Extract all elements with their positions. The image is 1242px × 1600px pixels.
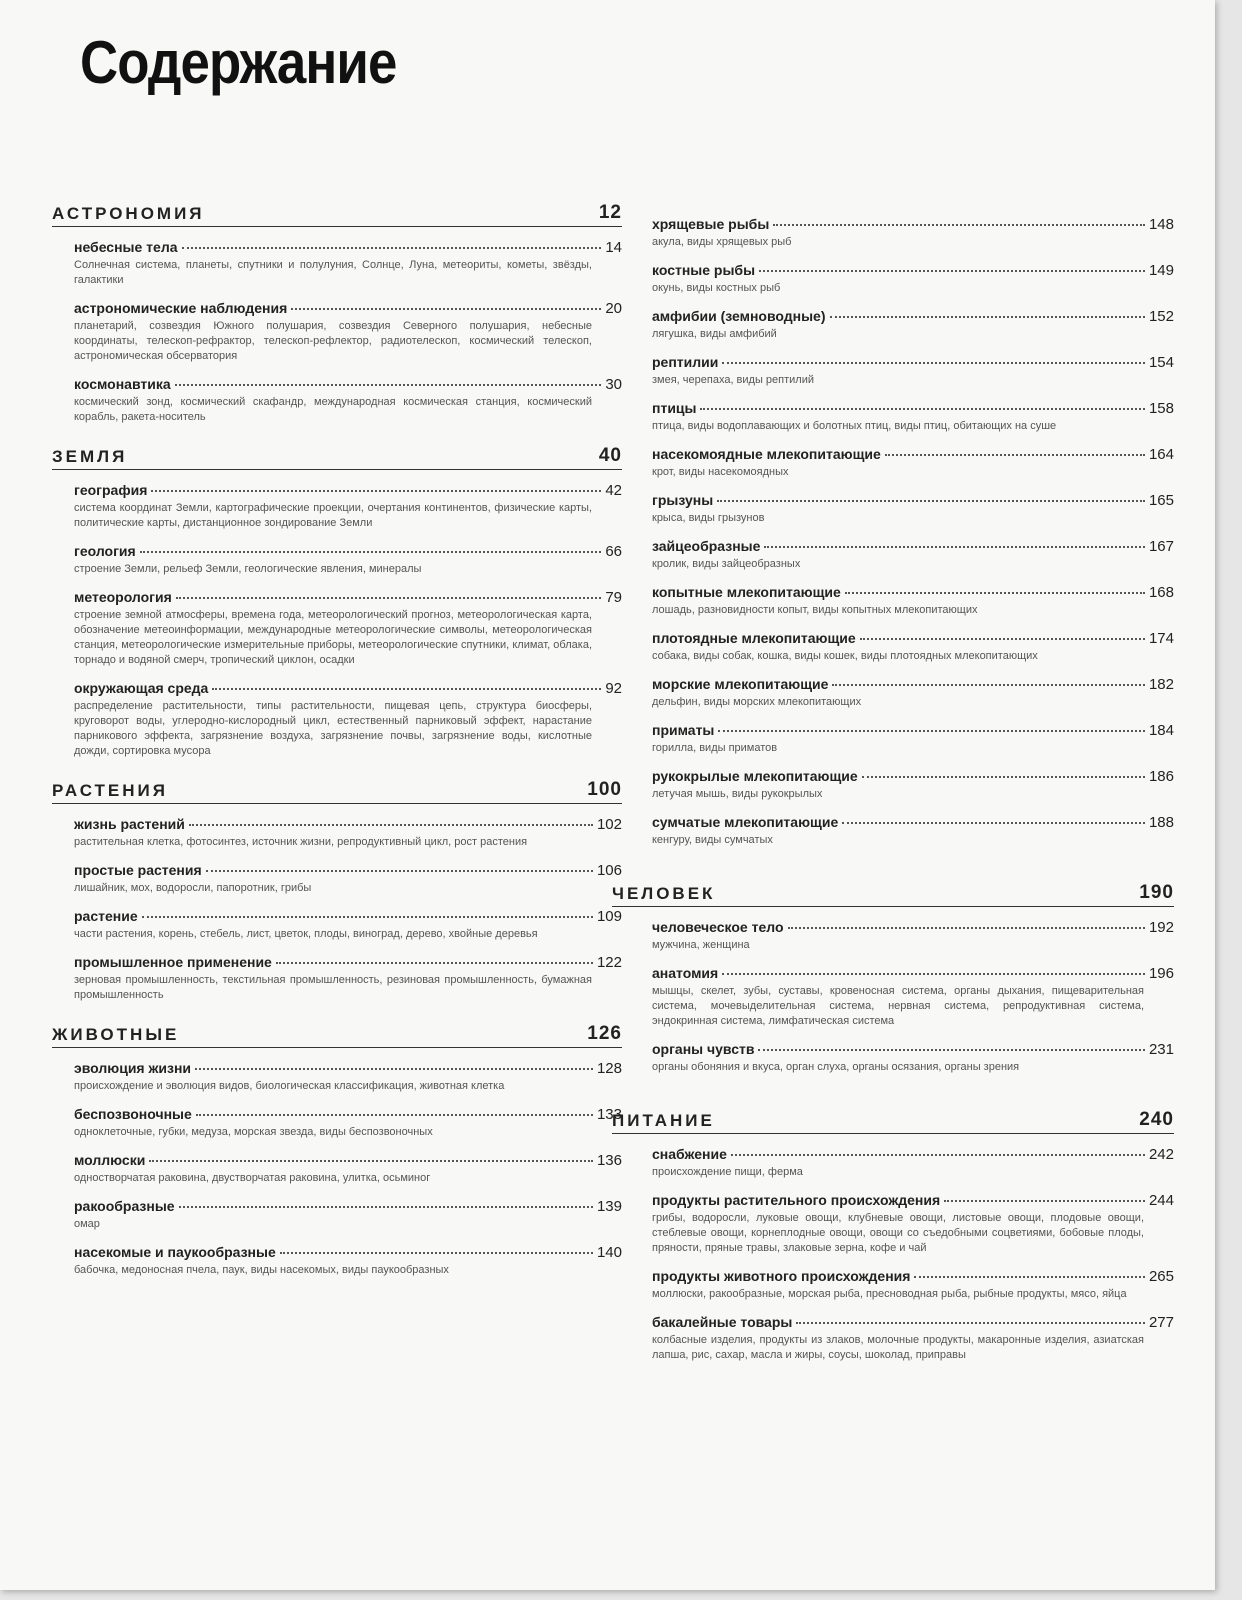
entry-description: одностворчатая раковина, двустворчатая раковина, улитка, осьминог [74,1172,431,1184]
entry-line [74,1152,622,1169]
entry-page-number: 186 [1148,768,1174,785]
dot-leader [845,592,1145,594]
toc-entry [74,1152,622,1186]
toc-right-column [612,216,1174,1383]
entry-page-number: 102 [596,816,622,833]
toc-entry [652,919,1174,953]
toc-entry [74,1198,622,1232]
entry-description: мужчина, женщина [652,939,750,951]
section-page-number: 240 [1139,1109,1174,1130]
entry-line [74,589,622,606]
dot-leader [758,1049,1145,1051]
section-header [612,882,1174,907]
section-header [52,1023,622,1048]
entry-title: зайцеобразные [652,538,761,554]
entry-title: амфибии (земноводные) [652,308,826,324]
dot-leader [176,597,602,599]
entry-page-number: 174 [1148,630,1174,647]
dot-leader [182,247,602,249]
entry-title: беспозвоночные [74,1106,192,1122]
entry-title: окружающая среда [74,680,209,696]
entry-description: происхождение пищи, ферма [652,1166,803,1178]
entry-line [74,1060,622,1077]
toc-entry [652,584,1174,618]
toc-entry [652,446,1174,480]
dot-leader [212,688,601,690]
entry-line [74,908,622,925]
entry-line [652,630,1174,647]
entry-page-number: 30 [605,376,622,393]
entry-page-number: 164 [1148,446,1174,463]
entry-page-number: 182 [1148,676,1174,693]
toc-section [612,1109,1174,1363]
toc-section [52,1023,622,1278]
entry-page-number: 66 [605,543,622,560]
toc-entry [74,954,622,1003]
toc-entry [652,965,1174,1029]
entry-line [652,1268,1174,1285]
entry-title: моллюски [74,1152,146,1168]
entry-description: Солнечная система, планеты, спутники и полулуния, Солнце, Луна, метеориты, кометы, звёзды, галактики [74,259,592,286]
entry-line [652,676,1174,693]
entry-page-number: 152 [1148,308,1174,325]
section-page-number: 100 [587,779,622,800]
entry-title: метеорология [74,589,172,605]
toc-entry [652,400,1174,434]
entry-description: окунь, виды костных рыб [652,282,781,294]
dot-leader [944,1200,1145,1202]
dot-leader [860,638,1145,640]
entry-page-number: 109 [596,908,622,925]
dot-leader [718,730,1145,732]
entry-description: омар [74,1218,100,1230]
entry-title: растение [74,908,138,924]
dot-leader [722,973,1145,975]
entry-line [652,400,1174,417]
entry-line [652,814,1174,831]
entry-page-number: 184 [1148,722,1174,739]
entry-description: строение Земли, рельеф Земли, геологические явления, минералы [74,563,422,575]
entry-line [74,376,622,393]
dot-leader [842,822,1145,824]
entry-line [74,862,622,879]
toc-entry [74,1244,622,1278]
entry-title: продукты растительного происхождения [652,1192,941,1208]
page-title: Содержание [80,29,397,96]
toc-entry [74,589,622,668]
entry-page-number: 165 [1148,492,1174,509]
entry-line [74,680,622,697]
entry-description: акула, виды хрящевых рыб [652,236,792,248]
entry-description: кенгуру, виды сумчатых [652,834,773,846]
toc-entry [652,354,1174,388]
entry-title: небесные тела [74,239,178,255]
entry-title: копытные млекопитающие [652,584,841,600]
dot-leader [759,270,1145,272]
toc-entry [74,1060,622,1094]
dot-leader [832,684,1145,686]
entry-title: анатомия [652,965,719,981]
dot-leader [731,1154,1145,1156]
entry-page-number: 192 [1148,919,1174,936]
entry-title: продукты животного происхождения [652,1268,911,1284]
section-title: ПИТАНИЕ [612,1111,715,1130]
entry-line [74,239,622,256]
entry-page-number: 42 [605,482,622,499]
section-header [52,445,622,470]
entry-page-number: 244 [1148,1192,1174,1209]
dot-leader [195,1068,593,1070]
toc-entry [74,482,622,531]
toc-entry [652,492,1174,526]
entry-description: система координат Земли, картографические проекции, очертания континентов, физические карты, политические карты, дистанционное зондирование Земли [74,502,592,529]
section-title: ЧЕЛОВЕК [612,884,716,903]
entry-line [652,1192,1174,1209]
entry-title: грызуны [652,492,714,508]
dot-leader [830,316,1145,318]
entry-page-number: 188 [1148,814,1174,831]
toc-section [52,202,622,425]
entry-title: космонавтика [74,376,171,392]
toc-entry [652,1192,1174,1256]
entry-line [652,308,1174,325]
entry-description: происхождение и эволюция видов, биологическая классификация, животная клетка [74,1080,505,1092]
dot-leader [206,870,593,872]
toc-entry [652,1314,1174,1363]
entry-page-number: 140 [596,1244,622,1261]
toc-entry [652,630,1174,664]
dot-leader [179,1206,593,1208]
toc-entry [652,768,1174,802]
entry-description: одноклеточные, губки, медуза, морская звезда, виды беспозвоночных [74,1126,433,1138]
dot-leader [722,362,1145,364]
entry-title: костные рыбы [652,262,756,278]
toc-section [52,779,622,1003]
toc-entry [74,816,622,850]
entry-title: хрящевые рыбы [652,216,770,232]
entry-title: ракообразные [74,1198,175,1214]
toc-entry [652,814,1174,848]
dot-leader [291,308,601,310]
entry-title: рептилии [652,354,719,370]
toc-entry [652,722,1174,756]
entry-title: эволюция жизни [74,1060,192,1076]
entry-line [652,354,1174,371]
entry-title: астрономические наблюдения [74,300,288,316]
entry-description: космический зонд, космический скафандр, международная космическая станция, космический корабль, ракета-носитель [74,396,592,423]
entry-title: снабжение [652,1146,727,1162]
entry-description: планетарий, созвездия Южного полушария, созвездия Северного полушария, небесные координаты, телескоп-рефрактор, телескоп-рефлектор, радиотелескоп, космический телескоп, астрономическая обсерватория [74,320,592,362]
entry-title: сумчатые млекопитающие [652,814,839,830]
toc-section [52,445,622,759]
dot-leader [149,1160,593,1162]
dot-leader [862,776,1145,778]
entry-line [652,1041,1174,1058]
toc-left-column [52,202,622,1298]
entry-page-number: 148 [1148,216,1174,233]
section-header [612,1109,1174,1134]
toc-section [612,882,1174,1075]
entry-description: дельфин, виды морских млекопитающих [652,696,862,708]
entry-page-number: 139 [596,1198,622,1215]
entry-description: кролик, виды зайцеобразных [652,558,801,570]
entry-title: птицы [652,400,697,416]
entry-description: лягушка, виды амфибий [652,328,777,340]
entry-title: человеческое тело [652,919,784,935]
entry-line [74,1198,622,1215]
entry-title: насекомоядные млекопитающие [652,446,881,462]
entry-line [74,482,622,499]
entry-title: промышленное применение [74,954,272,970]
entry-line [74,816,622,833]
dot-leader [885,454,1145,456]
entry-line [652,538,1174,555]
entry-page-number: 149 [1148,262,1174,279]
entry-line [652,584,1174,601]
dot-leader [175,384,602,386]
dot-leader [914,1276,1145,1278]
section-page-number: 190 [1139,882,1174,903]
entry-title: органы чувств [652,1041,755,1057]
entry-title: геология [74,543,136,559]
entry-title: морские млекопитающие [652,676,829,692]
toc-entry [652,216,1174,250]
entry-page-number: 14 [605,239,622,256]
entry-description: растительная клетка, фотосинтез, источник жизни, репродуктивный цикл, рост растения [74,836,528,848]
entry-title: плотоядные млекопитающие [652,630,856,646]
dot-leader [717,500,1145,502]
entry-page-number: 79 [605,589,622,606]
toc-entry [74,908,622,942]
entry-title: жизнь растений [74,816,185,832]
entry-title: география [74,482,148,498]
section-title: ЗЕМЛЯ [52,447,128,466]
entry-page-number: 158 [1148,400,1174,417]
entry-description: собака, виды собак, кошка, виды кошек, виды плотоядных млекопитающих [652,650,1038,662]
entry-line [652,919,1174,936]
entry-page-number: 92 [605,680,622,697]
entry-line [652,216,1174,233]
entry-line [652,262,1174,279]
dot-leader [151,490,601,492]
entry-page-number: 242 [1148,1146,1174,1163]
entry-page-number: 133 [596,1106,622,1123]
entry-line [652,1314,1174,1331]
entry-description: птица, виды водоплавающих и болотных птиц, виды птиц, обитающих на суше [652,420,1057,432]
toc-entry [74,680,622,759]
entry-description: крот, виды насекомоядных [652,466,789,478]
toc-entry [74,862,622,896]
entry-page-number: 122 [596,954,622,971]
dot-leader [788,927,1145,929]
entry-page-number: 167 [1148,538,1174,555]
toc-entry [652,1041,1174,1075]
section-page-number: 40 [598,445,622,466]
entry-line [74,300,622,317]
toc-entry [74,300,622,364]
entry-description: части растения, корень, стебель, лист, цветок, плоды, виноград, дерево, хвойные деревья [74,928,538,940]
dot-leader [140,551,602,553]
entry-description: летучая мышь, виды рукокрылых [652,788,823,800]
entry-page-number: 231 [1148,1041,1174,1058]
entry-page-number: 196 [1148,965,1174,982]
section-page-number: 126 [587,1023,622,1044]
entry-title: приматы [652,722,715,738]
entry-line [652,965,1174,982]
entry-page-number: 128 [596,1060,622,1077]
section-title: РАСТЕНИЯ [52,781,168,800]
entry-page-number: 265 [1148,1268,1174,1285]
toc-entry [74,543,622,577]
dot-leader [796,1322,1145,1324]
entry-page-number: 168 [1148,584,1174,601]
dot-leader [700,408,1144,410]
toc-entry [652,538,1174,572]
dot-leader [764,546,1145,548]
dot-leader [773,224,1145,226]
entry-description: змея, черепаха, виды рептилий [652,374,815,386]
dot-leader [276,962,593,964]
toc-entry [652,676,1174,710]
entry-line [74,543,622,560]
section-header [52,779,622,804]
entry-description: лошадь, разновидности копыт, виды копытных млекопитающих [652,604,978,616]
entry-line [652,722,1174,739]
entry-title: простые растения [74,862,202,878]
entry-description: грибы, водоросли, луковые овощи, клубневые овощи, листовые овощи, плодовые овощи, стеблевые овощи, корнеплодные овощи, овощи со съедобными соцветиями, бобовые плоды, пряности, пряные травы, злаковые зерна, кофе и чай [652,1212,1144,1254]
section-title: АСТРОНОМИЯ [52,204,205,223]
entry-description: лишайник, мох, водоросли, папоротник, грибы [74,882,312,894]
entry-description: распределение растительности, типы растительности, пищевая цепь, структура биосферы, круговорот воды, углеродно-кислородный цикл, естественный парниковый эффект, нарастание парникового эффекта, загрязнение воздуха, загрязнение почвы, загрязнение воды, кислотные дожди, сортировка мусора [74,700,592,757]
entry-page-number: 106 [596,862,622,879]
dot-leader [189,824,593,826]
entry-description: строение земной атмосферы, времена года, метеорологический прогноз, метеорологическая карта, обозначение метеоинформации, международные метеорологические символы, метеорологическая станция, метеорологические измерительные приборы, метеорологические спутники, климат, облака, торнадо и водяной смерч, тропический циклон, осадки [74,609,592,666]
entry-description: горилла, виды приматов [652,742,778,754]
entry-line [652,446,1174,463]
entry-page-number: 277 [1148,1314,1174,1331]
section-page-number: 12 [598,202,622,223]
toc-entry [74,239,622,288]
toc-entry [652,1268,1174,1302]
entry-description: зерновая промышленность, текстильная промышленность, резиновая промышленность, бумажная промышленность [74,974,592,1001]
toc-entry [74,1106,622,1140]
entry-line [652,768,1174,785]
dot-leader [196,1114,593,1116]
entry-description: крыса, виды грызунов [652,512,765,524]
toc-entry [652,308,1174,342]
entry-title: бакалейные товары [652,1314,793,1330]
entry-line [74,1244,622,1261]
entry-page-number: 136 [596,1152,622,1169]
entry-description: бабочка, медоносная пчела, паук, виды насекомых, виды паукообразных [74,1264,449,1276]
entry-title: рукокрылые млекопитающие [652,768,858,784]
entry-description: органы обоняния и вкуса, орган слуха, органы осязания, органы зрения [652,1061,1020,1073]
entry-line [652,1146,1174,1163]
entry-page-number: 20 [605,300,622,317]
toc-entry [652,1146,1174,1180]
toc-entry [652,262,1174,296]
entry-description: моллюски, ракообразные, морская рыба, пресноводная рыба, рыбные продукты, мясо, яйца [652,1288,1127,1300]
entry-title: насекомые и паукообразные [74,1244,276,1260]
section-title: ЖИВОТНЫЕ [52,1025,180,1044]
entry-page-number: 154 [1148,354,1174,371]
toc-section [612,216,1174,848]
dot-leader [280,1252,593,1254]
toc-entry [74,376,622,425]
dot-leader [142,916,593,918]
entry-description: мышцы, скелет, зубы, суставы, кровеносная система, органы дыхания, пищеварительная система, мочевыделительная система, нервная система, репродуктивная система, эндокринная система, лимфатическая система [652,985,1144,1027]
section-header [52,202,622,227]
entry-line [74,954,622,971]
entry-description: колбасные изделия, продукты из злаков, молочные продукты, макаронные изделия, азиатская лапша, рис, сахар, масла и жиры, соусы, шоколад, приправы [652,1334,1144,1361]
entry-line [74,1106,622,1123]
entry-line [652,492,1174,509]
